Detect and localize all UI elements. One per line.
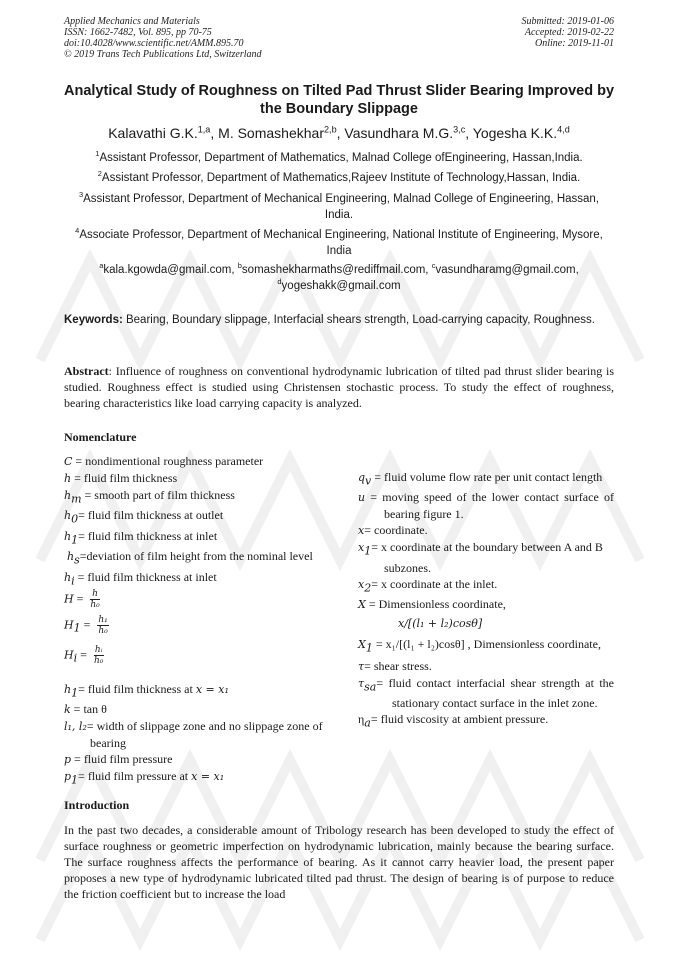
symbol-sub: 0 (71, 512, 79, 526)
nomenclature-entry (358, 658, 614, 675)
symbol: X (358, 598, 366, 612)
definition: = nondimentional roughness parameter (72, 454, 264, 468)
symbol-sub: m (71, 492, 82, 506)
nomenclature-entry (64, 751, 324, 768)
definition: = moving speed of the lower contact surface of bearing figure 1. (365, 490, 614, 522)
keywords (64, 312, 614, 328)
symbol: C (64, 455, 73, 468)
online-date: Online: 2019-11-01 (535, 38, 614, 49)
definition: = Dimensionless coordinate, (365, 597, 506, 612)
nomenclature-entry (64, 487, 324, 507)
nomenclature-entry (358, 675, 614, 711)
author-emails (64, 262, 614, 294)
symbol: H (64, 592, 74, 606)
symbol: τ (358, 659, 365, 673)
accepted-date: Accepted: 2019-02-22 (524, 27, 614, 38)
journal-name: Applied Mechanics and Materials (64, 16, 200, 27)
nomenclature-entry (358, 576, 614, 596)
fraction-numerator: h (92, 588, 98, 599)
symbol: q (358, 471, 366, 484)
symbol: τ (358, 676, 365, 690)
symbol: x = x₁ (191, 770, 225, 784)
symbol: h (64, 472, 72, 485)
symbol: x (358, 577, 365, 591)
fraction-denominator: h₀ (90, 599, 100, 610)
journal-issn: ISSN: 1662-7482, Vol. 895, pp 70-75 (64, 27, 212, 38)
journal-doi: doi:10.4028/www.scientific.net/AMM.895.70 (64, 38, 244, 49)
abstract-label: Abstract (64, 364, 109, 378)
keywords-label: Keywords: (64, 314, 123, 326)
symbol: h (64, 682, 72, 696)
symbol: p (64, 770, 72, 784)
symbol: u (358, 491, 366, 505)
fraction-denominator: h₀ (94, 655, 104, 666)
fraction (90, 589, 99, 610)
fraction (94, 645, 104, 666)
author-sup: 3,c (453, 124, 466, 135)
affiliation (64, 170, 614, 186)
definition: = (80, 617, 94, 632)
affiliation-text: Assistant Professor, Department of Mathematics, Malnad College ofEngineering, Hassan,India. (99, 152, 583, 164)
nomenclature-entry (64, 645, 324, 681)
symbol: h (67, 550, 75, 564)
email-address: yogeshakk@gmail.com (281, 280, 401, 292)
definition: = x coordinate at the inlet. (371, 576, 498, 591)
journal-info (64, 16, 262, 60)
abstract-text: : Influence of roughness on conventional hydrodynamic lubrication of tilted pad thrust slider bearing is studied. Roughness effect is studied using Christensen stochastic process. To study the effect of roughness, bearing characteristics like load carrying capacity is analyzed. (64, 364, 614, 410)
symbol-sub: 1 (365, 641, 373, 655)
email-tag: c (431, 261, 436, 271)
nomenclature-entry (64, 589, 324, 615)
symbol-sub: 1 (73, 621, 81, 635)
fraction-denominator: h₀ (98, 625, 108, 636)
nomenclature-entry (358, 489, 614, 522)
symbol: h (64, 509, 72, 523)
definition: = (73, 591, 87, 606)
definition: = tan θ (70, 702, 107, 717)
nomenclature-entry (64, 718, 324, 751)
email-tag: a (99, 261, 104, 271)
nomenclature-entry (64, 615, 324, 645)
definition: = width of slippage zone and no slippage zone of bearing (86, 719, 323, 751)
nomenclature-entry (64, 701, 324, 718)
affiliation-text: Assistant Professor, Department of Mathematics,Rajeev Institute of Technology,Hassan, India. (101, 172, 581, 184)
author-name: Vasundhara M.G. (344, 125, 454, 141)
symbol: h (64, 570, 72, 584)
nomenclature-left-column (64, 453, 324, 789)
definition: = coordinate. (364, 523, 428, 538)
nomenclature-entry (358, 522, 614, 539)
symbol: h (64, 529, 72, 543)
author-name: Kalavathi G.K. (108, 125, 198, 141)
definition: = x₁/[(l₁ + l₂)cosθ] , Dimensionless coordinate, (372, 637, 601, 652)
email-address: somashekharmaths@rediffmail.com, (241, 264, 432, 276)
journal-copyright: © 2019 Trans Tech Publications Ltd, Switzerland (64, 49, 262, 60)
nomenclature-entry (358, 469, 614, 489)
email-address: kala.kgowda@gmail.com, (103, 264, 238, 276)
symbol: h (64, 489, 72, 502)
symbol-sub: a (364, 716, 371, 730)
affiliation-num: 1 (95, 149, 100, 159)
introduction-text: In the past two decades, a considerable amount of Tribology research has been developed to study the effect of surface roughness or geometric imperfection on hydrodynamic lubrication, mainly because the bearing surface. The surface roughness affects the performance of bearing. As it cannot carry heavier load, the present paper proposes a new type of hydrodynamic lubricated tilted pad thrust. The design of bearing is of purpose to reduce the friction coefficient but to increase the load (64, 823, 614, 901)
author-name: M. Somashekhar (218, 125, 324, 141)
nomenclature-entry (358, 596, 614, 613)
nomenclature-entry (358, 539, 614, 575)
fraction-numerator: hᵢ (94, 644, 103, 655)
nomenclature-right-column (358, 469, 614, 731)
symbol: X (358, 638, 366, 652)
symbol-sub: 2 (364, 581, 372, 595)
affiliation (64, 150, 614, 166)
affiliation-num: 2 (97, 169, 102, 179)
symbol-sub: 1 (71, 773, 79, 787)
affiliation-num: 4 (75, 226, 80, 236)
nomenclature-entry (64, 507, 324, 527)
symbol-sub: 1 (71, 533, 79, 547)
keywords-text: Bearing, Boundary slippage, Interfacial shears strength, Load-carrying capacity, Roughness. (122, 314, 595, 326)
symbol: H (64, 618, 74, 632)
nomenclature-entry (64, 569, 324, 589)
author-list: Kalavathi G.K.$^{1,a}$, M. Somashekhar$^{2,b}$, Vasundhara M.G.$^{3,c}$, Yogesha K.K.$^{4,d}$ (108, 124, 570, 141)
definition: = fluid film pressure at (78, 769, 192, 784)
definition: = (77, 647, 90, 662)
symbol: H (64, 648, 74, 662)
affiliation-text: Associate Professor, Department of Mechanical Engineering, National Institute of Engineering, Mysore, India (79, 229, 603, 257)
definition: = fluid film thickness at outlet (78, 508, 224, 523)
affiliation (64, 227, 614, 259)
symbol: η (358, 711, 365, 726)
nomenclature-entry (358, 711, 614, 731)
symbol-sub: s (74, 553, 80, 567)
definition: = fluid contact interfacial shear strength at the stationary contact surface in the inlet zone. (376, 675, 614, 710)
definition: = fluid film pressure (71, 752, 173, 767)
affiliation (64, 191, 614, 223)
definition: = x coordinate at the boundary between A and B subzones. (371, 540, 603, 575)
author-sup: 2,b (323, 124, 337, 135)
definition: = smooth part of film thickness (81, 488, 235, 502)
author-name: Yogesha K.K. (472, 125, 558, 141)
symbol-sub: sa (364, 679, 377, 693)
symbol: l₁, l₂ (64, 720, 87, 734)
abstract (64, 363, 614, 411)
fraction (97, 615, 108, 636)
symbol-sub: i (71, 573, 75, 587)
nomenclature-entry (358, 635, 614, 657)
affiliation-text: Assistant Professor, Department of Mechanical Engineering, Malnad College of Engineering, Hassan, India. (83, 193, 600, 221)
definition: = fluid film thickness at (78, 681, 196, 696)
definition: x/[(l₁ + l₂)cosθ] (398, 617, 483, 631)
introduction-heading: Introduction (64, 798, 130, 812)
nomenclature-entry (64, 768, 324, 788)
email-tag: b (237, 261, 242, 271)
symbol-sub: i (73, 651, 78, 665)
nomenclature-entry (64, 470, 324, 487)
author-sup: 4,d (557, 124, 570, 135)
symbol-sub: v (365, 474, 372, 488)
email-address: vasundharamg@gmail.com, (435, 264, 579, 276)
symbol-sub: 1 (364, 544, 372, 558)
symbol: k (64, 703, 71, 717)
nomenclature-entry (64, 528, 324, 548)
submitted-date: Submitted: 2019-01-06 (521, 16, 614, 27)
symbol: x (358, 541, 365, 555)
definition: = fluid film thickness (71, 471, 178, 485)
definition: = fluid film thickness at inlet (78, 528, 218, 543)
symbol: p (64, 753, 72, 767)
nomenclature-entry (358, 613, 614, 635)
definition: = fluid volume flow rate per unit contact length (371, 470, 603, 484)
email-tag: d (277, 277, 282, 287)
author-sup: 1,a (197, 124, 211, 135)
paper-title: Analytical Study of Roughness on Tilted Pad Thrust Slider Bearing Improved by the Boundary Slippage (64, 83, 615, 117)
nomenclature-entry (64, 453, 324, 470)
affiliation-num: 3 (78, 190, 84, 200)
fraction-numerator: h₁ (98, 614, 108, 625)
nomenclature-entry (64, 548, 324, 568)
definition: =deviation of film height from the nominal level (79, 549, 313, 564)
symbol-sub: 1 (71, 686, 79, 700)
definition: = fluid viscosity at ambient pressure. (370, 711, 549, 726)
symbol: x = x₁ (195, 682, 229, 696)
nomenclature-entry (64, 681, 324, 701)
definition: = shear stress. (364, 658, 432, 673)
definition: = fluid film thickness at inlet (74, 569, 217, 584)
publication-dates (522, 16, 615, 49)
nomenclature-heading: Nomenclature (64, 430, 137, 444)
symbol: x (358, 524, 365, 538)
